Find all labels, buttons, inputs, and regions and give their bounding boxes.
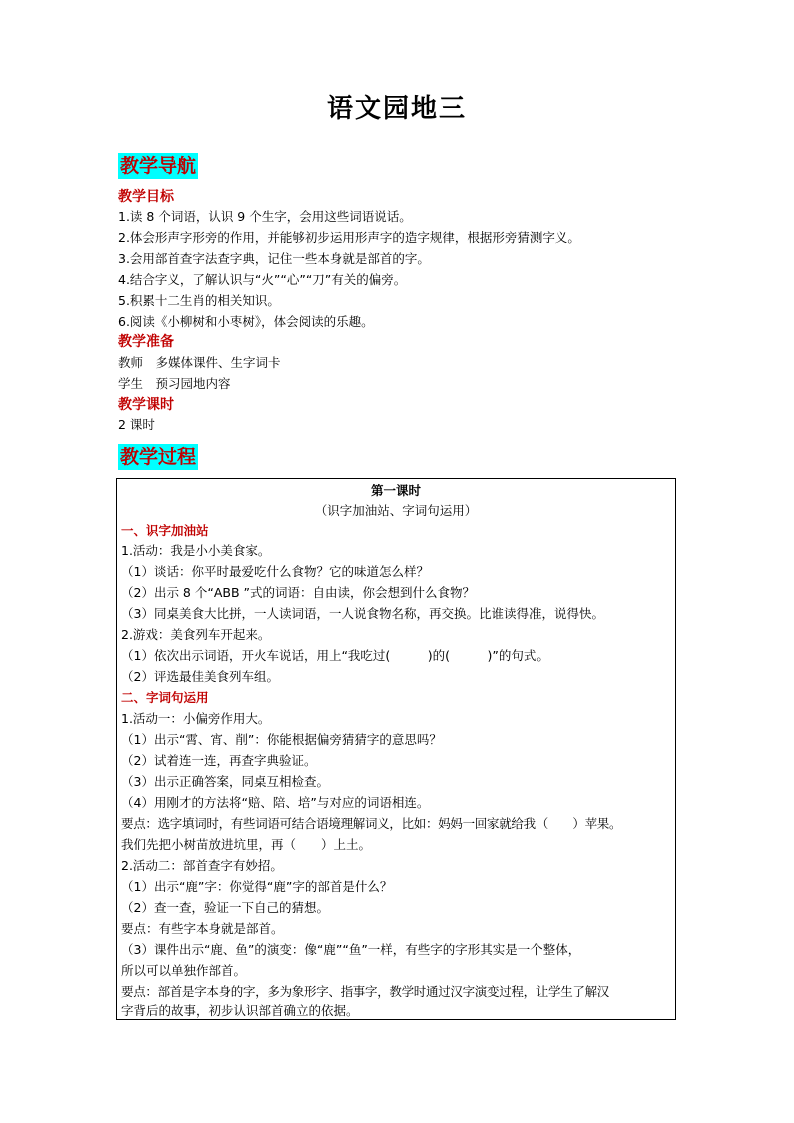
- lesson-line: （3）同桌美食大比拼，一人读词语，一人说食物名称，再交换。比谁读得准，说得快。: [121, 606, 604, 621]
- lesson-line: （3）课件出示“鹿、鱼”的演变：像“鹿”“鱼”一样，有些字的字形其实是一个整体，: [121, 942, 581, 957]
- goal-item: 6.阅读《小柳树和小枣树》，体会阅读的乐趣。: [118, 314, 374, 329]
- goal-item: 3.会用部首查字法查字典，记住一些本身就是部首的字。: [118, 251, 430, 266]
- hours-heading: 教学课时: [118, 397, 174, 413]
- section-title: 一、识字加油站: [121, 523, 209, 538]
- section-title: 二、字词句运用: [121, 690, 209, 705]
- goal-item: 1.读 8 个词语，认识 9 个生字，会用这些词语说话。: [118, 209, 412, 224]
- lesson-table: [116, 478, 676, 1020]
- section-heading-guide: 教学导航: [120, 155, 197, 177]
- lesson-title: 第一课时: [370, 483, 421, 498]
- hours-value: 2 课时: [118, 417, 155, 432]
- lesson-note: 要点：有些字本身就是部首。: [121, 921, 284, 936]
- lesson-note: 要点：选字填词时，有些词语可结合语境理解词义，比如：妈妈一回家就给我（ ）苹果。: [121, 816, 622, 831]
- lesson-line: （2）查一查，验证一下自己的猜想。: [121, 900, 329, 915]
- goals-heading: 教学目标: [118, 189, 174, 205]
- lesson-line: 2.游戏：美食列车开起来。: [121, 627, 271, 642]
- lesson-subtitle: （识字加油站、字词句运用）: [314, 503, 478, 518]
- goal-item: 4.结合字义，了解认识与“火”“心”“刀”有关的偏旁。: [118, 272, 407, 287]
- lesson-line: （3）出示正确答案，同桌互相检查。: [121, 774, 329, 789]
- lesson-note: 字背后的故事，初步认识部首确立的依据。: [121, 1003, 359, 1018]
- lesson-line: （2）出示 8 个“ABB ”式的词语：自由读，你会想到什么食物？: [121, 585, 475, 600]
- prep-heading: 教学准备: [118, 334, 174, 350]
- section-heading-process: 教学过程: [120, 446, 197, 468]
- lesson-line: （4）用刚才的方法将“赔、陪、培”与对应的词语相连。: [121, 795, 430, 810]
- lesson-note: 我们先把小树苗放进坑里，再（ ）上土。: [121, 837, 372, 852]
- lesson-line: 1.活动一：小偏旁作用大。: [121, 711, 271, 726]
- lesson-line: 2.活动二：部首查字有妙招。: [121, 858, 283, 873]
- lesson-line: （1）依次出示词语，开火车说话，用上“我吃过( )的( )”的句式。: [121, 648, 549, 663]
- lesson-line: （2）试着连一连，再查字典验证。: [121, 753, 317, 768]
- goal-item: 5.积累十二生肖的相关知识。: [118, 293, 280, 308]
- lesson-line: （1）出示“鹿”字：你觉得“鹿”字的部首是什么？: [121, 879, 393, 894]
- lesson-line: （1）谈话：你平时最爱吃什么食物？它的味道怎么样？: [121, 564, 429, 579]
- lesson-line: 所以可以单独作部首。: [121, 963, 247, 978]
- prep-item: 学生 预习园地内容: [118, 376, 231, 391]
- goal-item: 2.体会形声字形旁的作用，并能够初步运用形声字的造字规律，根据形旁猜测字义。: [118, 230, 580, 245]
- lesson-line: （1）出示“霄、宵、削”：你能根据偏旁猜猜字的意思吗？: [121, 732, 442, 747]
- lesson-line: （2）评选最佳美食列车组。: [121, 669, 279, 684]
- lesson-line: 1.活动：我是小小美食家。: [121, 543, 271, 558]
- prep-item: 教师 多媒体课件、生字词卡: [118, 355, 281, 370]
- lesson-note: 要点：部首是字本身的字，多为象形字、指事字，教学时通过汉字演变过程，让学生了解汉: [121, 984, 610, 999]
- page-title: 语文园地三: [326, 94, 467, 124]
